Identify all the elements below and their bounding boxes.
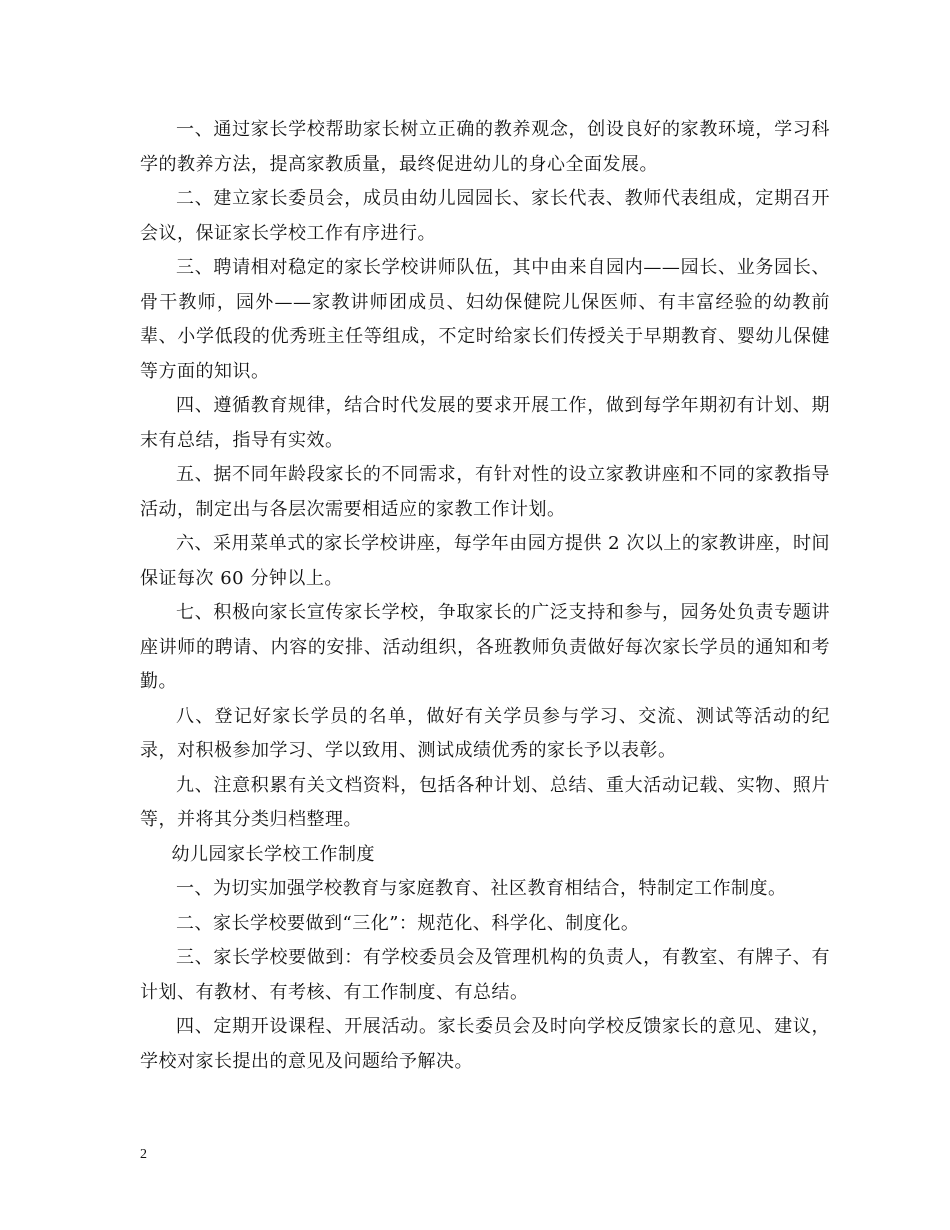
section-subtitle: 幼儿园家长学校工作制度 — [171, 843, 375, 865]
paragraph-9: 九、注意积累有关文档资料，包括各种计划、总结、重大活动记载、实物、照片等，并将其分类归档整理。 — [140, 774, 830, 830]
rule-4: 四、定期开设课程、开展活动。家长委员会及时向学校反馈家长的意见、建议，学校对家长提出的意见及问题给予解决。 — [140, 1016, 830, 1072]
paragraph-5: 五、据不同年龄段家长的不同需求，有针对性的设立家教讲座和不同的家教指导活动，制定出与各层次需要相适应的家教工作计划。 — [140, 464, 830, 520]
paragraph-3: 三、聘请相对稳定的家长学校讲师队伍，其中由来自园内——园长、业务园长、骨干教师，园外——家教讲师团成员、妇幼保健院儿保医师、有丰富经验的幼教前辈、小学低段的优秀班主任等组成，不定时给家长们传授关于早期教育、婴幼儿保健等方面的知识。 — [140, 257, 830, 382]
rule-3: 三、家长学校要做到：有学校委员会及管理机构的负责人，有教室、有牌子、有计划、有教材、有考核、有工作制度、有总结。 — [140, 947, 830, 1003]
paragraph-7: 七、积极向家长宣传家长学校，争取家长的广泛支持和参与，园务处负责专题讲座讲师的聘请、内容的安排、活动组织，各班教师负责做好每次家长学员的通知和考勤。 — [140, 602, 830, 692]
page-number: 2 — [140, 1147, 147, 1162]
rule-2: 二、家长学校要做到“三化”：规范化、科学化、制度化。 — [176, 912, 640, 934]
document-body — [140, 113, 830, 1079]
rule-1: 一、为切实加强学校教育与家庭教育、社区教育相结合，特制定工作制度。 — [176, 878, 787, 899]
paragraph-6: 六、采用菜单式的家长学校讲座，每学年由园方提供 2 次以上的家教讲座，时间保证每次 60 分钟以上。 — [140, 533, 830, 589]
paragraph-4: 四、遵循教育规律，结合时代发展的要求开展工作，做到每学年期初有计划、期末有总结，指导有实效。 — [140, 395, 830, 451]
paragraph-1: 一、通过家长学校帮助家长树立正确的教养观念，创设良好的家教环境，学习科学的教养方法，提高家教质量，最终促进幼儿的身心全面发展。 — [140, 119, 830, 175]
paragraph-2: 二、建立家长委员会，成员由幼儿园园长、家长代表、教师代表组成，定期召开会议，保证家长学校工作有序进行。 — [140, 188, 830, 244]
paragraph-8: 八、登记好家长学员的名单，做好有关学员参与学习、交流、测试等活动的纪录，对积极参加学习、学以致用、测试成绩优秀的家长予以表彰。 — [140, 705, 830, 761]
